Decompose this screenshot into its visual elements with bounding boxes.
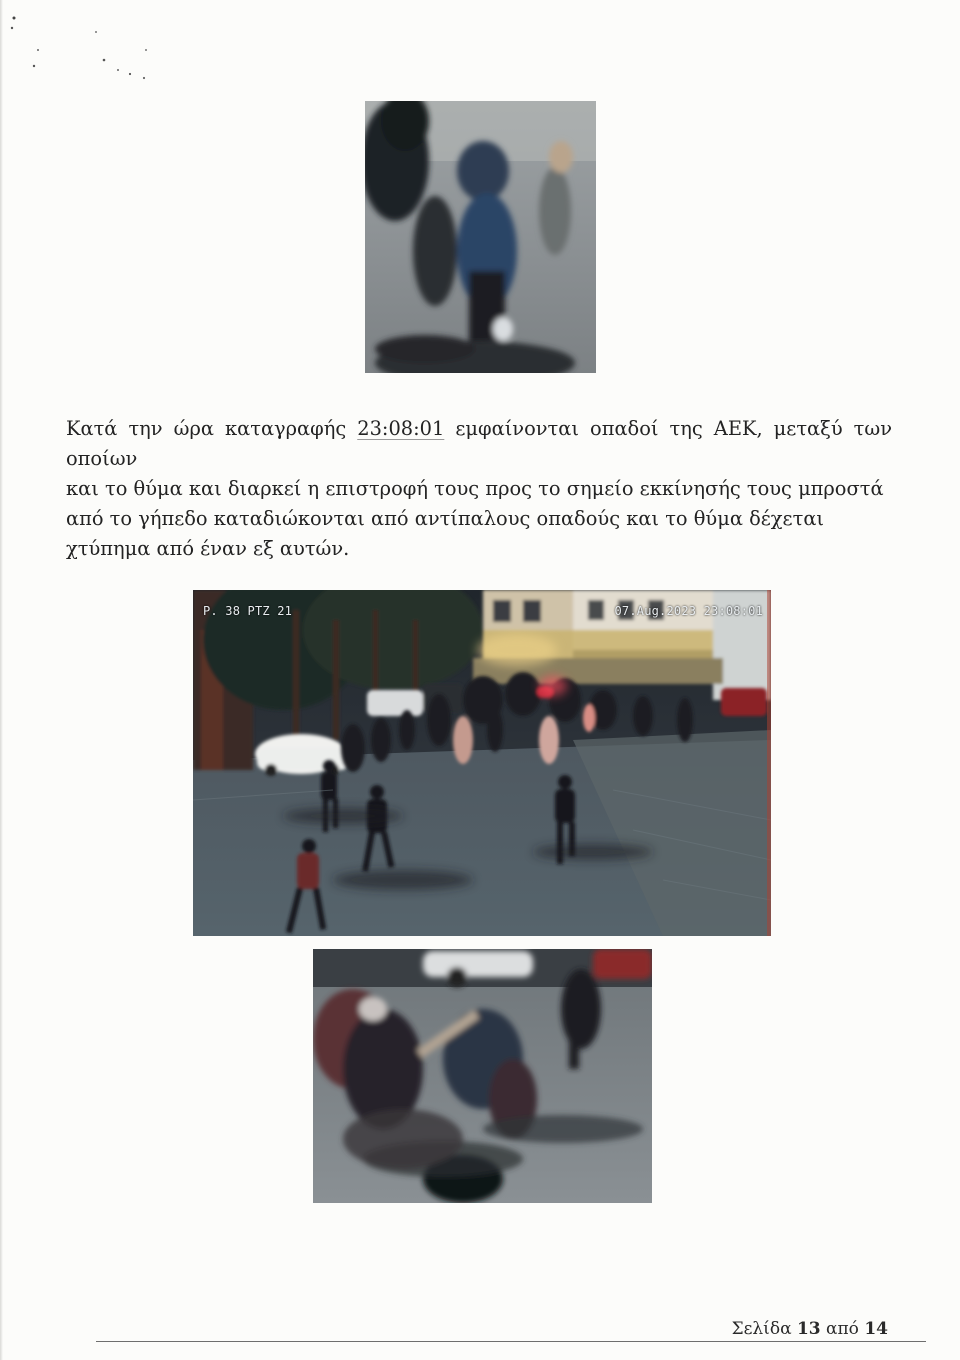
cctv-datetime-label: 07.Aug.2023 23:08:01	[614, 604, 763, 618]
paragraph-line-4: χτύπημα από έναν εξ αυτών.	[66, 537, 350, 560]
page-footer	[732, 1319, 888, 1339]
photo-running-fans-top	[365, 101, 596, 373]
cctv-camera-label: P. 38 PTZ 21	[203, 604, 293, 618]
scan-edge	[0, 0, 3, 1360]
photo-assault-closeup	[313, 949, 652, 1203]
scan-specks	[0, 0, 170, 90]
footer-page-word: Σελίδα	[731, 1319, 792, 1339]
footer-total-pages: 14	[864, 1319, 888, 1339]
footer-rule	[96, 1341, 926, 1342]
recording-timestamp: 23:08:01	[357, 417, 445, 440]
caption-paragraph	[66, 414, 892, 564]
paragraph-line-3: από το γήπεδο καταδιώκονται από αντίπαλους οπαδούς και το θύμα δέχεται	[66, 507, 825, 530]
paragraph-line-2: και το θύμα και διαρκεί η επιστροφή τους προς το σημείο εκκίνησής τους μπροστά	[66, 477, 884, 500]
line-1-suffix: εμφαίνονται οπαδοί της ΑΕΚ, μεταξύ των οποίων	[66, 417, 892, 470]
footer-page-number: 13	[796, 1319, 821, 1339]
line-1-prefix: Κατά την ώρα καταγραφής	[66, 417, 358, 440]
paragraph-line-1	[66, 414, 892, 474]
photo-cctv-square	[193, 590, 771, 936]
footer-of-word: από	[826, 1319, 859, 1339]
